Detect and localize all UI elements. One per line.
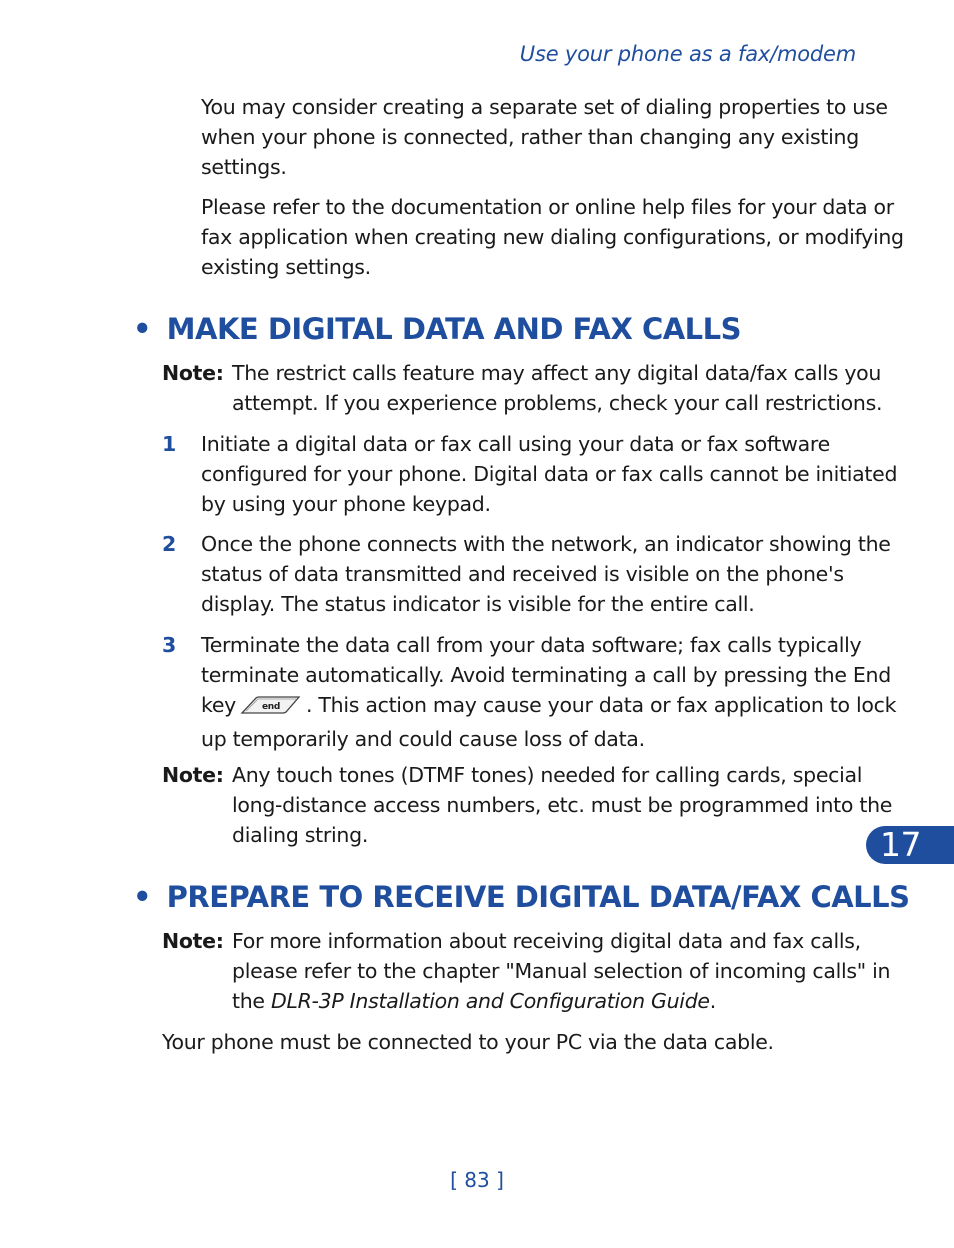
- text-line: For more information about receiving digital data and fax calls,: [232, 929, 861, 953]
- step-number: 3: [162, 633, 176, 657]
- note-label: Note:: [162, 763, 224, 787]
- text-line: existing settings.: [201, 255, 371, 279]
- text-line: when your phone is connected, rather than changing any existing: [201, 125, 859, 149]
- text-line: long-distance access numbers, etc. must be programmed into the: [232, 793, 893, 817]
- note-label: Note:: [162, 929, 224, 953]
- text-line: Terminate the data call from your data software; fax calls typically: [201, 633, 862, 657]
- text-line: Once the phone connects with the network, an indicator showing the: [201, 532, 891, 556]
- text-line: attempt. If you experience problems, check your call restrictions.: [232, 391, 883, 415]
- text-line: status of data transmitted and received is visible on the phone's: [201, 562, 844, 586]
- note-text: [232, 926, 890, 1016]
- text-line: Initiate a digital data or fax call using your data or fax software: [201, 432, 830, 456]
- intro-paragraph-1: [201, 92, 888, 182]
- text-line: settings.: [201, 155, 287, 179]
- text-fragment: key: [201, 693, 236, 717]
- guide-title: DLR-3P Installation and Configuration Guide: [270, 989, 710, 1013]
- heading-title: PREPARE TO RECEIVE DIGITAL DATA/FAX CALLS: [166, 880, 910, 914]
- body-paragraph: Your phone must be connected to your PC via the data cable.: [162, 1030, 774, 1054]
- step-text: [201, 630, 896, 754]
- end-key-label: end: [261, 702, 281, 712]
- text-line: configured for your phone. Digital data or fax calls cannot be initiated: [201, 462, 898, 486]
- text-line: Please refer to the documentation or online help files for your data or: [201, 195, 894, 219]
- section-heading-prepare-receive: [133, 880, 910, 914]
- note-label: Note:: [162, 361, 224, 385]
- text-line: dialing string.: [232, 823, 369, 847]
- text-fragment: the: [232, 989, 265, 1013]
- heading-bullet: •: [133, 312, 152, 346]
- step-number: 2: [162, 532, 176, 556]
- section-heading-make-calls: [133, 312, 741, 346]
- step-text: [201, 429, 897, 519]
- step-text: [201, 529, 891, 619]
- page-number: [ 83 ]: [450, 1168, 504, 1192]
- text-line: terminate automatically. Avoid terminating a call by pressing the End: [201, 663, 891, 687]
- text-line: The restrict calls feature may affect any digital data/fax calls you: [232, 361, 882, 385]
- text-line: fax application when creating new dialing configurations, or modifying: [201, 225, 904, 249]
- text-fragment: .: [709, 989, 716, 1013]
- step-number: 1: [162, 432, 176, 456]
- text-line: You may consider creating a separate set of dialing properties to use: [201, 95, 888, 119]
- text-line: [201, 690, 896, 724]
- text-fragment: . This action may cause your data or fax application to lock: [306, 693, 897, 717]
- text-line: by using your phone keypad.: [201, 492, 491, 516]
- note-text: [232, 358, 882, 418]
- heading-bullet: •: [133, 880, 152, 914]
- chapter-tab: [866, 826, 954, 864]
- text-line: [232, 986, 890, 1016]
- chapter-number: 17: [880, 825, 921, 864]
- text-line: up temporarily and could cause loss of data.: [201, 727, 645, 751]
- intro-paragraph-2: [201, 192, 904, 282]
- heading-title: MAKE DIGITAL DATA AND FAX CALLS: [166, 312, 742, 346]
- text-line: display. The status indicator is visible for the entire call.: [201, 592, 755, 616]
- text-line: please refer to the chapter "Manual selection of incoming calls" in: [232, 959, 891, 983]
- note-text: [232, 760, 892, 850]
- running-head: Use your phone as a fax/modem: [519, 42, 856, 66]
- text-line: Any touch tones (DTMF tones) needed for calling cards, special: [232, 763, 863, 787]
- end-key-icon: [240, 694, 302, 724]
